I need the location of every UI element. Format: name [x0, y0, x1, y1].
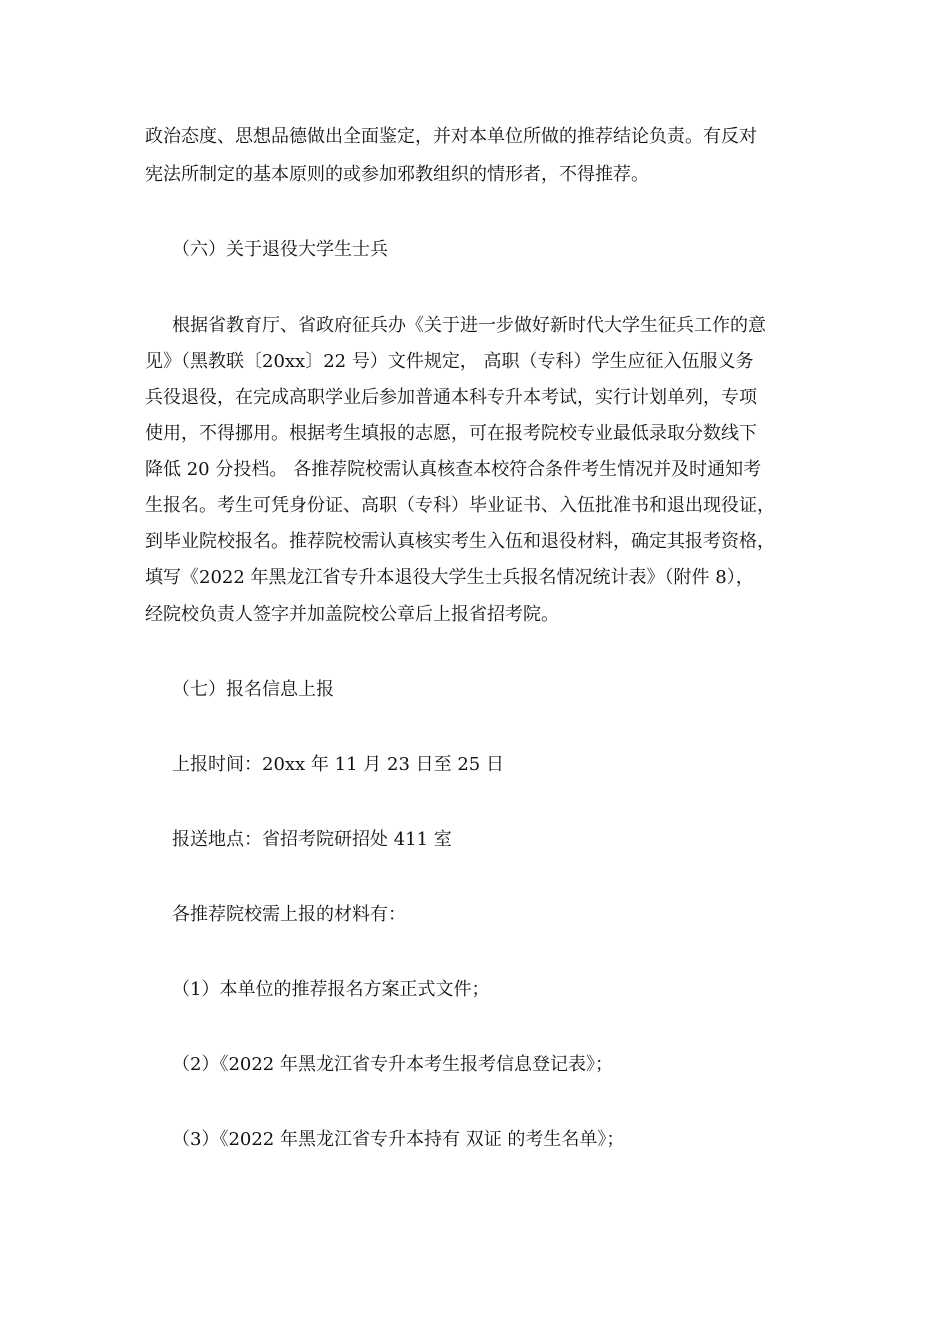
report-time: 上报时间：20xx 年 11 月 23 日至 25 日	[172, 754, 504, 775]
paragraph-line: 宪法所制定的基本原则的或参加邪教组织的情形者，不得推荐。	[145, 164, 649, 185]
paragraph-line: 见》（黑教联〔20xx〕22 号）文件规定， 高职（专科）学生应征入伍服义务	[145, 351, 754, 372]
materials-intro: 各推荐院校需上报的材料有：	[172, 904, 406, 925]
paragraph-line: 经院校负责人签字并加盖院校公章后上报省招考院。	[145, 604, 559, 625]
paragraph-line: 降低 20 分投档。 各推荐院校需认真核查本校符合条件考生情况并及时通知考	[145, 459, 762, 480]
paragraph-line: 政治态度、思想品德做出全面鉴定，并对本单位所做的推荐结论负责。有反对	[145, 126, 757, 147]
report-place: 报送地点：省招考院研招处 411 室	[172, 829, 452, 850]
section-heading-6: （六）关于退役大学生士兵	[172, 239, 388, 260]
paragraph-line: 使用，不得挪用。根据考生填报的志愿，可在报考院校专业最低录取分数线下	[145, 423, 757, 444]
paragraph-line: 兵役退役，在完成高职学业后参加普通本科专升本考试，实行计划单列，专项	[145, 387, 757, 408]
section-heading-7: （七）报名信息上报	[172, 679, 334, 700]
paragraph-line: 到毕业院校报名。推荐院校需认真核实考生入伍和退役材料，确定其报考资格，	[145, 531, 775, 552]
paragraph-line: 生报名。考生可凭身份证、高职（专科）毕业证书、入伍批准书和退出现役证，	[145, 495, 775, 516]
list-item: （3）《2022 年黑龙江省专升本持有 双证 的考生名单》；	[172, 1129, 625, 1150]
paragraph-line: 填写《2022 年黑龙江省专升本退役大学生士兵报名情况统计表》（附件 8），	[145, 567, 754, 588]
list-item: （1）本单位的推荐报名方案正式文件；	[172, 979, 490, 1000]
list-item: （2）《2022 年黑龙江省专升本考生报考信息登记表》；	[172, 1054, 613, 1075]
paragraph-line: 根据省教育厅、省政府征兵办《关于进一步做好新时代大学生征兵工作的意	[172, 315, 766, 336]
